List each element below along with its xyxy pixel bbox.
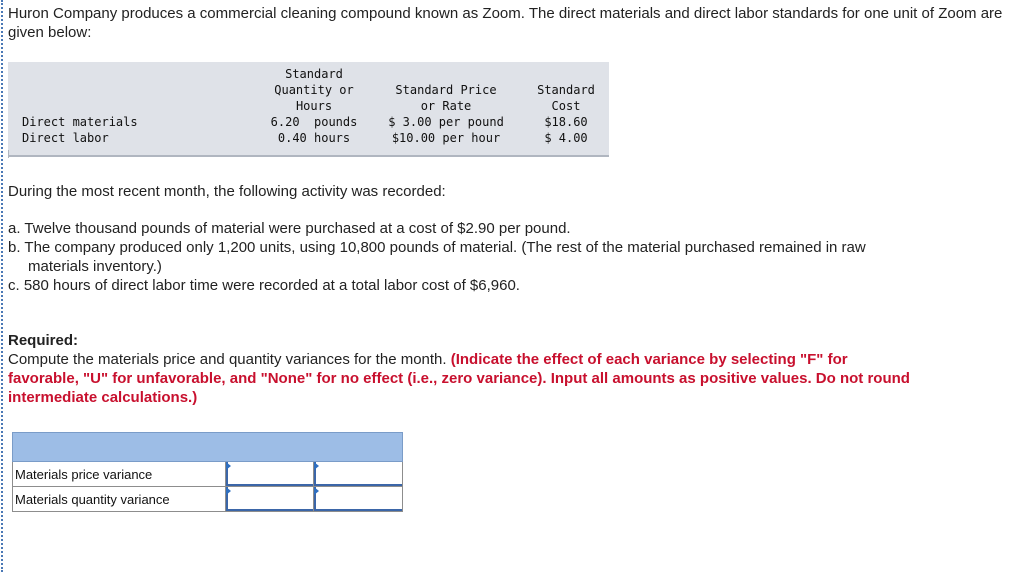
- left-dotted-rule: [1, 0, 3, 572]
- activity-item-b-continued: materials inventory.): [28, 258, 162, 275]
- header-std-price: [380, 82, 512, 114]
- input-marker-icon: [314, 462, 319, 470]
- header-std-cost-line2: Cost: [551, 99, 581, 113]
- header-std-qty: [258, 66, 370, 114]
- dl-std-cost: $ 4.00: [544, 131, 588, 145]
- header-std-cost: [526, 82, 606, 114]
- dm-std-price: $ 3.00 per pound: [388, 115, 504, 129]
- header-std-qty-line3: Hours: [295, 99, 333, 113]
- table-row: [13, 462, 403, 487]
- table-corner-mark: [8, 150, 9, 158]
- quantity-variance-amount-field[interactable]: [226, 487, 314, 511]
- required-heading: Required:: [8, 332, 79, 349]
- table-row: [13, 487, 403, 512]
- price-variance-amount-input[interactable]: [225, 462, 314, 487]
- activity-intro: During the most recent month, the following activity was recorded:: [8, 183, 446, 200]
- row-label-direct-labor: Direct labor: [22, 131, 109, 145]
- standards-table: [8, 62, 609, 157]
- activity-item-c: c. 580 hours of direct labor time were recorded at a total labor cost of $6,960.: [8, 277, 520, 294]
- price-variance-effect-field[interactable]: [314, 462, 402, 486]
- price-variance-effect-select[interactable]: [314, 462, 403, 487]
- input-marker-icon: [226, 462, 231, 470]
- required-instruction-2: favorable, "U" for unfavorable, and "None" for no effect (i.e., zero variance). Input all amounts as positive values. Do not round: [8, 370, 910, 387]
- header-std-cost-line1: Standard: [537, 83, 595, 97]
- dm-std-qty: 6.20 pounds: [270, 115, 358, 129]
- activity-item-b: b. The company produced only 1,200 units, using 10,800 pounds of material. (The rest of the material purchased remained in raw: [8, 239, 866, 256]
- quantity-variance-effect-select[interactable]: [314, 487, 403, 512]
- row-label-quantity-variance: Materials quantity variance: [13, 487, 226, 512]
- input-marker-icon: [226, 487, 231, 495]
- input-marker-icon: [314, 487, 319, 495]
- header-std-qty-line1: Standard: [285, 67, 343, 81]
- dm-std-cost: $18.60: [544, 115, 588, 129]
- quantity-variance-amount-input[interactable]: [225, 487, 314, 512]
- required-instruction-3: intermediate calculations.): [8, 389, 198, 406]
- header-std-qty-line2: Quantity or: [274, 83, 354, 97]
- row-label-direct-materials: Direct materials: [22, 115, 138, 129]
- header-std-price-line1: Standard Price: [395, 83, 497, 97]
- intro-text: Huron Company produces a commercial cleaning compound known as Zoom. The direct materials and direct labor standards for one unit of Zoom are given below:: [8, 5, 1003, 41]
- row-label-price-variance: Materials price variance: [13, 462, 226, 487]
- required-text: [8, 350, 1008, 369]
- variance-answer-table: [12, 432, 403, 512]
- price-variance-amount-field[interactable]: [226, 462, 314, 486]
- activity-item-a: a. Twelve thousand pounds of material were purchased at a cost of $2.90 per pound.: [8, 220, 571, 237]
- dl-std-qty: 0.40 hours: [277, 131, 351, 145]
- required-task: Compute the materials price and quantity variances for the month.: [8, 351, 447, 368]
- dl-std-price: $10.00 per hour: [391, 131, 501, 145]
- quantity-variance-effect-field[interactable]: [314, 487, 402, 511]
- required-instruction-1: (Indicate the effect of each variance by selecting "F" for: [450, 351, 848, 368]
- answer-table-header: [13, 433, 403, 462]
- problem-content: [8, 4, 1008, 507]
- header-std-price-line2: or Rate: [420, 99, 472, 113]
